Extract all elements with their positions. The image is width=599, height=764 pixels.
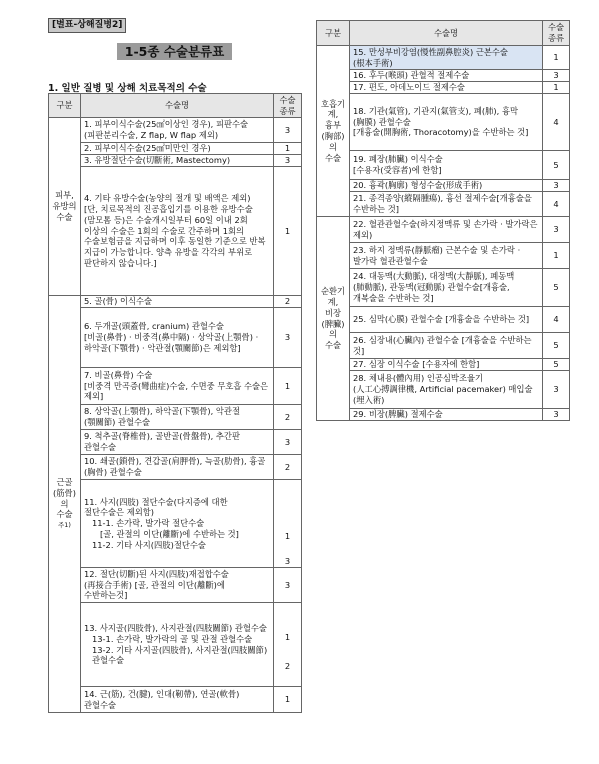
grade-cell: 1: [274, 167, 302, 296]
grade-cell: 3: [274, 308, 302, 368]
category-bone: [49, 296, 81, 713]
table-row: 3. 유방절단수술(切斷術, Mastectomy): [81, 155, 274, 167]
table-row: 7. 비골(鼻骨) 수술 [비중격 만곡증(彎曲症)수술, 수면중 무호흡 수술은 제외]: [81, 368, 274, 405]
page-title: [48, 42, 301, 60]
col-header-grade: 수술 종류: [543, 21, 570, 46]
grade-cell: 1: [543, 46, 570, 70]
grade-cell: 1: [543, 82, 570, 94]
grade-sub-2: 3: [284, 556, 291, 567]
table-row: 24. 대동맥(大動脈), 대정맥(大靜脈), 폐동맥(肺動脈), 관동맥(冠動脈) 관혈수술[개흉술, 개복술을 수반하는 것]: [350, 269, 543, 307]
grade-cell: 1: [274, 143, 302, 155]
table-row: 19. 폐장(肺臟) 이식수술 [수용자(受容者)에 한함]: [350, 151, 543, 180]
grade-cell: 1: [274, 687, 302, 713]
grade-cell: 4: [543, 94, 570, 151]
grade-sub-1: 1: [284, 631, 291, 642]
table-row: 27. 심장 이식수술 [수용자에 한함]: [350, 359, 543, 371]
row-sub-1: 13-1. 손가락, 발가락의 골 및 관절 관혈수술: [92, 633, 253, 644]
section-heading: 1. 일반 질병 및 상해 치료목적의 수술: [48, 83, 207, 94]
row-sub-1-note: [골, 관절의 이단(離斷)에 수반하는 것]: [100, 528, 239, 539]
grade-cell: 5: [543, 333, 570, 359]
grade-cell: [274, 603, 302, 687]
row-sub-2: 13-2. 기타 사지골(四肢骨), 사지관절(四肢關節) 관혈수술: [92, 644, 268, 666]
grade-cell: 3: [274, 430, 302, 455]
title-text: 1-5종 수술분류표: [117, 43, 232, 60]
grade-sub-1: 1: [284, 531, 291, 542]
table-row: 29. 비장(脾臟) 절제수술: [350, 409, 543, 421]
table-row: 8. 상악골(上顎骨), 하악골(下顎骨), 악관절(顎關節) 관혈수술: [81, 405, 274, 430]
surgery-table-right: [316, 20, 570, 421]
table-row: 5. 골(骨) 이식수술: [81, 296, 274, 308]
col-header-category: 구분: [49, 94, 81, 118]
grade-sub-2: 2: [284, 660, 291, 671]
grade-cell: 2: [274, 455, 302, 480]
grade-cell: 3: [543, 409, 570, 421]
category-skin-breast: 피부, 유방의 수술: [49, 118, 81, 296]
grade-cell: 1: [543, 243, 570, 269]
grade-cell: 2: [274, 296, 302, 308]
col-header-grade: 수술 종류: [274, 94, 302, 118]
row-title: 11. 사지(四肢) 절단수술(다지증에 대한 절단수술은 제외함): [84, 496, 228, 518]
table-row: 14. 근(筋), 건(腱), 인대(靭帶), 연골(軟骨) 관혈수술: [81, 687, 274, 713]
grade-cell: 4: [543, 192, 570, 217]
appendix-tag: [별표-상해질병2]: [48, 18, 126, 33]
table-row: 9. 척추골(脊椎骨), 골반골(骨盤骨), 추간판 관혈수술: [81, 430, 274, 455]
col-header-name: 수술명: [81, 94, 274, 118]
grade-cell: 3: [543, 217, 570, 243]
grade-cell: 3: [274, 568, 302, 603]
row-sub-2: 11-2. 기타 사지(四肢)절단수술: [92, 539, 206, 550]
category-bone-note: 주1): [58, 521, 71, 530]
row-title: 13. 사지골(四肢骨), 사지관절(四肢關節) 관혈수술: [84, 622, 267, 633]
grade-cell: 3: [274, 118, 302, 143]
table-row: 22. 혈관관혈수술(하지정맥류 및 손가락 · 발가락은 제외): [350, 217, 543, 243]
table-row: 20. 흉곽(胸廓) 형성수술(形成手術): [350, 180, 543, 192]
surgery-table-left: [48, 93, 302, 713]
grade-cell: [274, 480, 302, 568]
grade-cell: 4: [543, 307, 570, 333]
category-circulatory: 순환기 계, 비장 (脾臟) 의 수술: [317, 217, 350, 421]
grade-cell: 2: [274, 405, 302, 430]
grade-cell: 3: [543, 180, 570, 192]
table-row: 21. 종격종양(縱隔腫瘍), 흉선 절제수술[개흉술을 수반하는 것]: [350, 192, 543, 217]
table-row: 26. 심장내(心臟內) 관혈수술 [개흉술을 수반하는 것]: [350, 333, 543, 359]
col-header-name: 수술명: [350, 21, 543, 46]
table-row: 18. 기관(氣管), 기관지(氣管支), 폐(肺), 흉막(胸膜) 관혈수술 [개흉술(開胸術, Thoracotomy)을 수반하는 것]: [350, 94, 543, 151]
table-row: 10. 쇄골(鎖骨), 견갑골(肩胛骨), 늑골(肋骨), 흉골(胸骨) 관혈수술: [81, 455, 274, 480]
table-row: 17. 편도, 아데노이드 절제수술: [350, 82, 543, 94]
category-respiratory: 호흡기 계, 흉부 (胸部) 의 수술: [317, 46, 350, 217]
table-row: 12. 절단(切斷)된 사지(四肢)재접합수술(再接合手術) [골, 관절의 이단(離斷)에 수반하는것]: [81, 568, 274, 603]
table-row: 2. 피부이식수술(25㎠미만인 경우): [81, 143, 274, 155]
table-row: 28. 체내용(體內用) 인공심박조율기(人工心搏調律機, Artificial pacemaker) 매입술(埋入術): [350, 371, 543, 409]
table-row: [81, 603, 274, 687]
grade-cell: 3: [543, 70, 570, 82]
category-bone-label: 근골 (筋骨) 의 수술: [52, 477, 77, 520]
table-row: 4. 기타 유방수술(농양의 절개 및 배액은 제외) [단, 치료목적의 진공흡입기를 이용한 유방수술(맘모톰 등)은 수술개시일부터 60일 이내 2회 이상의 수술은 1회의 수술로 간주하며 1회의 수술보험금을 지급하며 이후 동일한 기준으로 반복 지급이 가능합니다. 양측 유방을 각각의 부위로 판단하지 않습니다.]: [81, 167, 274, 296]
grade-cell: 5: [543, 151, 570, 180]
col-header-category: 구분: [317, 21, 350, 46]
table-row: [81, 480, 274, 568]
table-row: 15. 만성부비강염(慢性副鼻腔炎) 근본수술(根本手術): [350, 46, 543, 70]
grade-cell: 5: [543, 359, 570, 371]
row-sub-1: 11-1. 손가락, 발가락 절단수술: [92, 518, 205, 529]
grade-cell: 3: [543, 371, 570, 409]
grade-cell: 1: [274, 368, 302, 405]
table-row: 16. 후두(喉頭) 관혈적 절제수술: [350, 70, 543, 82]
grade-cell: 5: [543, 269, 570, 307]
grade-cell: 3: [274, 155, 302, 167]
table-row: 25. 심막(心膜) 관혈수술 [개흉술을 수반하는 것]: [350, 307, 543, 333]
table-row: 6. 두개골(頭蓋骨, cranium) 관혈수술 [비골(鼻骨) · 비중격(鼻中隔) · 상악골(上顎骨) · 하악골(下顎骨) · 악관절(顎關節)은 제외함]: [81, 308, 274, 368]
table-row: 23. 하지 정맥류(靜脈瘤) 근본수술 및 손가락 · 발가락 혈관관혈수술: [350, 243, 543, 269]
table-row: 1. 피부이식수술(25㎠이상인 경우), 피판수술(피판분리수술, Z flap, W flap 제외): [81, 118, 274, 143]
